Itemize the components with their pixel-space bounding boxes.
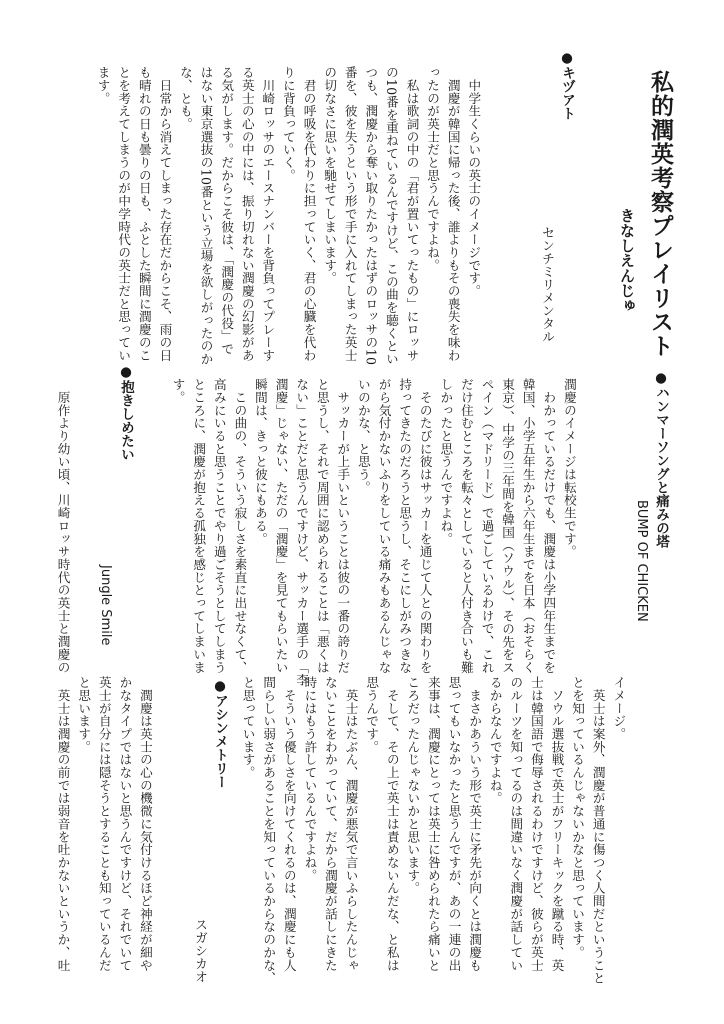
section-3-artist: センチミリメンタル [539, 226, 554, 343]
section-4-artist: Jungle Smile [98, 565, 113, 646]
section-1-artist: BUMP OF CHICKEN [634, 500, 649, 622]
section-1-body-top: 潤慶のイメージは転校生です。 わかっているだけでも、潤慶は小学四年生までを 韓国、小学五年生から六年生までを日本（おそらく 東京）、中学の三年間を韓国（ソウル）、その先をス ペイン（マドリード）で過ごしているわけで、これ だけ住むところを転々としていると人付き合いも難 しかったと思うんですよね。 そのたびに彼はサッカーを通じて人との関わりを 持ってきたのだろうと思うし、そこにしがみつきな がら気付かないふりをしている痛みもあるんじゃな いのかな、と思う。 サッカーが上手いということは彼の一番の誇りだ と思うし、それで周囲に認められることは「悪くは ない」ことだと思うんですけど、サッカー選手の「李 潤慶」じゃない、ただの「潤慶」を見てもらいたい 瞬間は、きっと彼にもある。 この曲の、そういう寂しさを素直に出せなくて、 高みにいると思うことでやり過ごそうとしてしまう ところに、潤慶が抱える孤独を感じとってしまいま す。 [170, 378, 577, 687]
page-title: 私的潤英考察プレイリスト [647, 70, 673, 358]
section-2-body: 潤慶は英士の心の機微に気付けるほど神経が細や かなタイプではないと思うんですけど、それでいて 英士が自分には隠そうとすることも知っているんだ と思います。 英士は潤慶の前では弱音を吐かないというか、吐 [55, 676, 153, 972]
section-1-body-bottom: イメージ。 英士は案外、潤慶が普通に傷つく人間だということ とを知っているんじゃないかなと思っています。 ソウル選抜戦で英士がフリーキックを蹴る時、英 士は韓国語で侮辱されるわけですけど、彼らが英士 のルーツを知ってるのは間違いなく潤慶が話してい るからなんですよね。 まさかあういう形で英士に矛先が向くとは潤慶も 思ってもいなかったと思うんですが、あの一連の出 来事は、潤慶にとっては英士に咎められたら痛いと ころだったんじゃないかと思います。 そして、その上で英士は責めないんだな、と私は 思うんです。 英士はたぶん、潤慶が悪気で言いふらしたんじゃ ないことをわかっていて、だから潤慶が話しにきた 時にはもう許しているんですよね。 そういう優しさを向けてくれるのは、潤慶にも人 間らしい弱さがあることを知っているからなのかな、 と思っています。 [240, 676, 627, 985]
section-3-body: 中学生くらいの英士のイメージです。 潤慶が韓国に帰った後、誰よりもその喪失を味わ ったのが英士だと思うんですよね。 私は歌詞の中の「君が置いてったもの」にロッサ の10番を重ねているんですけど、この曲を聴くとい つも、潤慶から奪い取りたかったはずのロッサの10 番を、彼を失うという形で手に入れてしまった英士 の切なさに思いを馳せてしまいます。 君の呼吸を代わりに担っていく、君の心臓を代わ りに背負っていく。 川崎ロッサのエースナンバーを背負ってプレーす る英士の心の中には、振り切れない潤慶の幻影があ る気がします。だからこそ彼は、「潤慶の代役」で はない東京選抜の10番という立場を欲しがったのか な、とも。 日常から消えてしまった存在だからこそ、雨の日 も晴れの日も曇りの日も、ふとした瞬間に潤慶のこ とを考えてしまうのが中学時代の英士だと思ってい ます。 [95, 66, 482, 366]
section-2-artist: スガシカオ [192, 918, 207, 983]
author-name: きなしえんじゅ [618, 208, 636, 313]
section-1-song-title: ●ハンマーソングと痛みの塔 [653, 370, 669, 548]
section-4-song-title: ●抱きしめたい [118, 364, 134, 461]
section-2-song-title: ●アシンメトリー [212, 678, 228, 789]
section-4-body: 原作より幼い頃、川崎ロッサ時代の英士と潤慶の [55, 378, 71, 674]
section-3-song-title: ●キヅアト [559, 50, 575, 120]
